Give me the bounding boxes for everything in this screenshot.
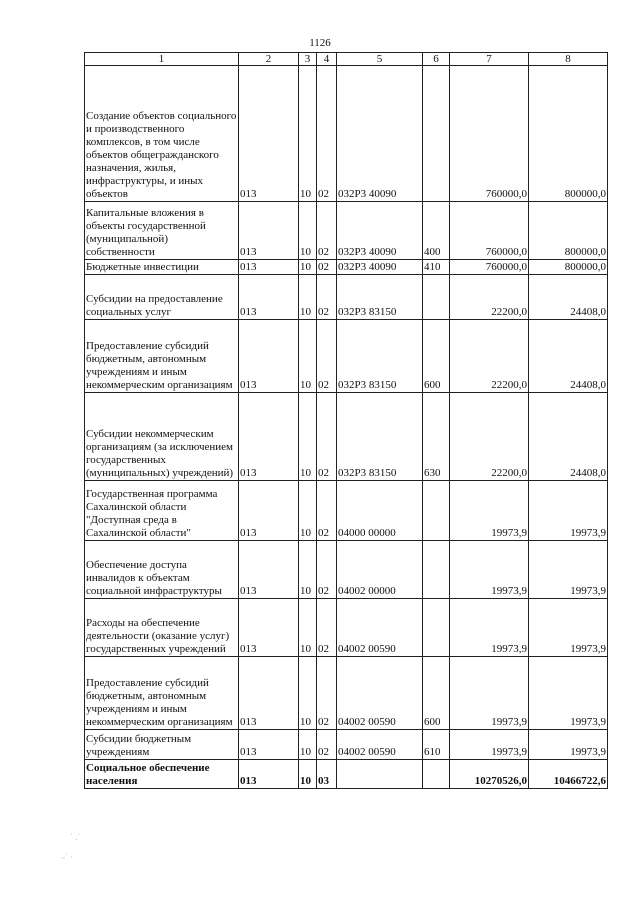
- cell-amount-year-2: 800000,0: [529, 66, 608, 202]
- column-header: 3: [299, 53, 317, 66]
- cell-ministry-code: 013: [239, 275, 299, 320]
- cell-section: 10: [299, 541, 317, 599]
- cell-name: Субсидии бюджетным учреждениям: [85, 730, 239, 760]
- cell-amount-year-2: 10466722,6: [529, 760, 608, 789]
- cell-target-article: 032Р3 40090: [337, 202, 423, 260]
- cell-expense-type: 400: [423, 202, 450, 260]
- table-row: [85, 657, 608, 730]
- table-row: [85, 393, 608, 481]
- cell-amount-year-1: 760000,0: [450, 260, 529, 275]
- cell-amount-year-1: 22200,0: [450, 393, 529, 481]
- column-header: 7: [450, 53, 529, 66]
- cell-subsection: 02: [317, 657, 337, 730]
- cell-subsection: 02: [317, 393, 337, 481]
- cell-amount-year-1: 19973,9: [450, 730, 529, 760]
- table-row: [85, 66, 608, 202]
- cell-amount-year-2: 19973,9: [529, 599, 608, 657]
- cell-expense-type: [423, 66, 450, 202]
- cell-subsection: 02: [317, 202, 337, 260]
- table-row: [85, 320, 608, 393]
- cell-amount-year-2: 19973,9: [529, 541, 608, 599]
- cell-name: Предоставление субсидий бюджетным, автономным учреждениям и иным некоммерческим организациям: [85, 320, 239, 393]
- cell-subsection: 02: [317, 481, 337, 541]
- cell-expense-type: [423, 275, 450, 320]
- cell-section: 10: [299, 730, 317, 760]
- cell-expense-type: 600: [423, 320, 450, 393]
- table-row: [85, 260, 608, 275]
- cell-amount-year-1: 22200,0: [450, 275, 529, 320]
- table-header-row: [85, 53, 608, 66]
- cell-section: 10: [299, 657, 317, 730]
- cell-target-article: 04002 00590: [337, 730, 423, 760]
- cell-amount-year-1: 10270526,0: [450, 760, 529, 789]
- scan-mark: -˙ ·: [62, 852, 74, 862]
- cell-subsection: 02: [317, 599, 337, 657]
- cell-ministry-code: 013: [239, 260, 299, 275]
- cell-subsection: 02: [317, 260, 337, 275]
- scan-mark: ˙ .˙: [70, 832, 81, 842]
- cell-amount-year-1: 19973,9: [450, 599, 529, 657]
- cell-subsection: 03: [317, 760, 337, 789]
- cell-amount-year-1: 19973,9: [450, 481, 529, 541]
- page-number: 1126: [309, 37, 331, 49]
- cell-amount-year-2: 800000,0: [529, 260, 608, 275]
- cell-amount-year-2: 19973,9: [529, 657, 608, 730]
- table-row: [85, 730, 608, 760]
- cell-target-article: [337, 760, 423, 789]
- cell-expense-type: [423, 541, 450, 599]
- cell-section: 10: [299, 481, 317, 541]
- cell-ministry-code: 013: [239, 320, 299, 393]
- cell-expense-type: [423, 760, 450, 789]
- cell-name: Капитальные вложения в объекты государственной (муниципальной) собственности: [85, 202, 239, 260]
- cell-expense-type: 600: [423, 657, 450, 730]
- cell-expense-type: [423, 481, 450, 541]
- cell-amount-year-2: 800000,0: [529, 202, 608, 260]
- cell-target-article: 032Р3 83150: [337, 275, 423, 320]
- cell-expense-type: 410: [423, 260, 450, 275]
- column-header: 6: [423, 53, 450, 66]
- cell-name: Расходы на обеспечение деятельности (оказание услуг) государственных учреждений: [85, 599, 239, 657]
- cell-name: Создание объектов социального и производственного комплексов, в том числе объектов общегражданского назначения, жилья, инфраструктуры, и иных объектов: [85, 66, 239, 202]
- cell-ministry-code: 013: [239, 730, 299, 760]
- cell-section: 10: [299, 760, 317, 789]
- budget-table: [84, 52, 608, 789]
- column-header: 8: [529, 53, 608, 66]
- cell-ministry-code: 013: [239, 481, 299, 541]
- cell-name: Бюджетные инвестиции: [85, 260, 239, 275]
- table-body: [85, 66, 608, 789]
- cell-amount-year-2: 24408,0: [529, 275, 608, 320]
- cell-ministry-code: 013: [239, 599, 299, 657]
- cell-target-article: 04000 00000: [337, 481, 423, 541]
- column-header: 2: [239, 53, 299, 66]
- column-header: 4: [317, 53, 337, 66]
- table-row: [85, 202, 608, 260]
- cell-amount-year-1: 19973,9: [450, 541, 529, 599]
- cell-target-article: 04002 00590: [337, 599, 423, 657]
- cell-subsection: 02: [317, 541, 337, 599]
- table-row: [85, 599, 608, 657]
- table-row: [85, 760, 608, 789]
- cell-name: Социальное обеспечение населения: [85, 760, 239, 789]
- cell-ministry-code: 013: [239, 202, 299, 260]
- cell-target-article: 032Р3 83150: [337, 320, 423, 393]
- cell-ministry-code: 013: [239, 657, 299, 730]
- table-row: [85, 275, 608, 320]
- cell-section: 10: [299, 66, 317, 202]
- cell-name: Государственная программа Сахалинской области "Доступная среда в Сахалинской области": [85, 481, 239, 541]
- table-row: [85, 481, 608, 541]
- cell-name: Субсидии некоммерческим организациям (за исключением государственных (муниципальных) учреждений): [85, 393, 239, 481]
- cell-subsection: 02: [317, 320, 337, 393]
- cell-subsection: 02: [317, 66, 337, 202]
- column-header: 1: [85, 53, 239, 66]
- cell-expense-type: 630: [423, 393, 450, 481]
- cell-ministry-code: 013: [239, 541, 299, 599]
- cell-target-article: 04002 00590: [337, 657, 423, 730]
- cell-amount-year-2: 19973,9: [529, 730, 608, 760]
- cell-target-article: 032Р3 40090: [337, 260, 423, 275]
- cell-subsection: 02: [317, 275, 337, 320]
- cell-amount-year-1: 760000,0: [450, 66, 529, 202]
- column-header: 5: [337, 53, 423, 66]
- cell-section: 10: [299, 275, 317, 320]
- cell-subsection: 02: [317, 730, 337, 760]
- cell-section: 10: [299, 320, 317, 393]
- cell-name: Предоставление субсидий бюджетным, автономным учреждениям и иным некоммерческим организациям: [85, 657, 239, 730]
- cell-target-article: 04002 00000: [337, 541, 423, 599]
- cell-ministry-code: 013: [239, 66, 299, 202]
- cell-amount-year-1: 760000,0: [450, 202, 529, 260]
- cell-ministry-code: 013: [239, 760, 299, 789]
- cell-amount-year-2: 24408,0: [529, 320, 608, 393]
- cell-section: 10: [299, 202, 317, 260]
- cell-name: Субсидии на предоставление социальных услуг: [85, 275, 239, 320]
- cell-ministry-code: 013: [239, 393, 299, 481]
- cell-section: 10: [299, 260, 317, 275]
- cell-amount-year-2: 19973,9: [529, 481, 608, 541]
- table-row: [85, 541, 608, 599]
- cell-target-article: 032Р3 40090: [337, 66, 423, 202]
- cell-expense-type: [423, 599, 450, 657]
- cell-section: 10: [299, 393, 317, 481]
- cell-amount-year-2: 24408,0: [529, 393, 608, 481]
- cell-amount-year-1: 19973,9: [450, 657, 529, 730]
- cell-section: 10: [299, 599, 317, 657]
- cell-amount-year-1: 22200,0: [450, 320, 529, 393]
- cell-target-article: 032Р3 83150: [337, 393, 423, 481]
- cell-expense-type: 610: [423, 730, 450, 760]
- cell-name: Обеспечение доступа инвалидов к объектам социальной инфраструктуры: [85, 541, 239, 599]
